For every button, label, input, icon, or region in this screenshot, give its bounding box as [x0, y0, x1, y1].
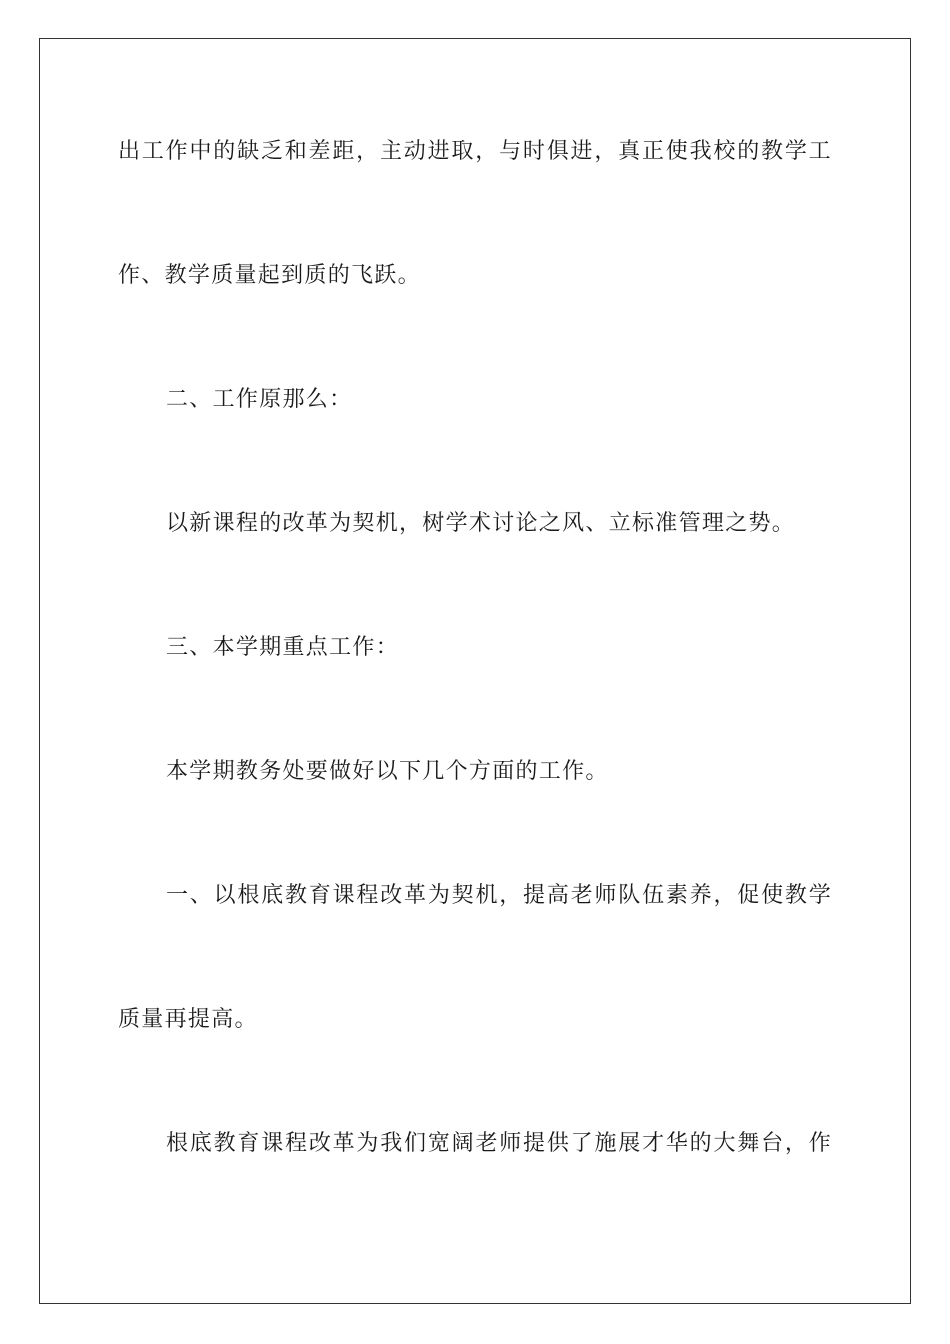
page-border	[39, 38, 911, 1304]
subsection-heading-1-cont: 质量再提高。	[118, 1007, 258, 1032]
subsection-heading-1: 一、以根底教育课程改革为契机，提高老师队伍素养，促使教学	[166, 883, 832, 908]
paragraph-line-1: 出工作中的缺乏和差距，主动进取，与时俱进，真正使我校的教学工	[118, 139, 832, 164]
section-heading-key-work: 三、本学期重点工作：	[166, 635, 400, 660]
paragraph-line-key-work: 本学期教务处要做好以下几个方面的工作。	[166, 759, 609, 784]
paragraph-line-principles: 以新课程的改革为契机，树学术讨论之风、立标准管理之势。	[166, 511, 796, 536]
paragraph-line-reform: 根底教育课程改革为我们宽阔老师提供了施展才华的大舞台，作	[166, 1131, 832, 1156]
section-heading-principles: 二、工作原那么：	[166, 387, 353, 412]
paragraph-line-2: 作、教学质量起到质的飞跃。	[118, 263, 421, 288]
